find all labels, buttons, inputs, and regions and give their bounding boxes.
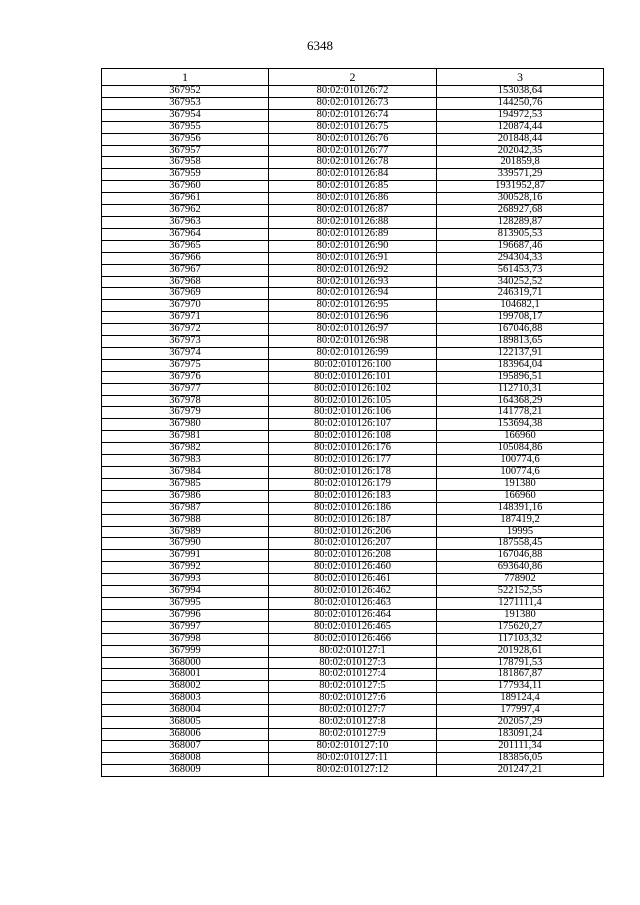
- value-cell: 128289,87: [437, 216, 604, 228]
- row-number-cell: 367993: [102, 574, 269, 586]
- table-row: [102, 490, 604, 502]
- value-cell: 194972,53: [437, 109, 604, 121]
- value-cell: 117103,32: [437, 633, 604, 645]
- row-number-cell: 367956: [102, 133, 269, 145]
- row-number-cell: 367953: [102, 97, 269, 109]
- value-cell: 187419,2: [437, 514, 604, 526]
- table-row: [102, 383, 604, 395]
- cadastral-number-cell: 80:02:010127:10: [269, 740, 437, 752]
- table-row: [102, 669, 604, 681]
- table-row: [102, 693, 604, 705]
- row-number-cell: 367966: [102, 252, 269, 264]
- value-cell: 164368,29: [437, 395, 604, 407]
- cadastral-number-cell: 80:02:010126:93: [269, 276, 437, 288]
- table-row: [102, 705, 604, 717]
- value-cell: 112710,31: [437, 383, 604, 395]
- table-row: [102, 97, 604, 109]
- row-number-cell: 368007: [102, 740, 269, 752]
- value-cell: 122137,91: [437, 347, 604, 359]
- cadastral-number-cell: 80:02:010126:464: [269, 609, 437, 621]
- cadastral-number-cell: 80:02:010126:177: [269, 455, 437, 467]
- table-body: [102, 86, 604, 777]
- cadastral-number-cell: 80:02:010126:77: [269, 145, 437, 157]
- table-row: [102, 133, 604, 145]
- value-cell: 166960: [437, 431, 604, 443]
- row-number-cell: 368001: [102, 669, 269, 681]
- value-cell: 778902: [437, 574, 604, 586]
- cadastral-number-cell: 80:02:010126:99: [269, 347, 437, 359]
- cadastral-number-cell: 80:02:010126:87: [269, 205, 437, 217]
- table-row: [102, 312, 604, 324]
- row-number-cell: 367959: [102, 169, 269, 181]
- value-cell: 178791,53: [437, 657, 604, 669]
- cadastral-number-cell: 80:02:010126:179: [269, 478, 437, 490]
- cadastral-number-cell: 80:02:010126:465: [269, 621, 437, 633]
- row-number-cell: 367990: [102, 538, 269, 550]
- value-cell: 177997,4: [437, 705, 604, 717]
- table-row: [102, 193, 604, 205]
- value-cell: 294304,33: [437, 252, 604, 264]
- value-cell: 153694,38: [437, 419, 604, 431]
- value-cell: 19995: [437, 526, 604, 538]
- cadastral-number-cell: 80:02:010126:108: [269, 431, 437, 443]
- table-row: [102, 205, 604, 217]
- cadastral-number-cell: 80:02:010126:107: [269, 419, 437, 431]
- cadastral-number-cell: 80:02:010126:91: [269, 252, 437, 264]
- cadastral-number-cell: 80:02:010126:78: [269, 157, 437, 169]
- value-cell: 340252,52: [437, 276, 604, 288]
- cadastral-number-cell: 80:02:010126:73: [269, 97, 437, 109]
- cadastral-number-cell: 80:02:010127:9: [269, 728, 437, 740]
- row-number-cell: 367985: [102, 478, 269, 490]
- table-row: [102, 419, 604, 431]
- cadastral-number-cell: 80:02:010126:462: [269, 586, 437, 598]
- cadastral-number-cell: 80:02:010126:183: [269, 490, 437, 502]
- table-row: [102, 633, 604, 645]
- value-cell: 105084,86: [437, 443, 604, 455]
- row-number-cell: 367978: [102, 395, 269, 407]
- cadastral-number-cell: 80:02:010126:98: [269, 336, 437, 348]
- table-row: [102, 169, 604, 181]
- cadastral-number-cell: 80:02:010126:86: [269, 193, 437, 205]
- table-row: [102, 181, 604, 193]
- value-cell: 189813,65: [437, 336, 604, 348]
- value-cell: 141778,21: [437, 407, 604, 419]
- value-cell: 561453,73: [437, 264, 604, 276]
- cadastral-number-cell: 80:02:010126:90: [269, 240, 437, 252]
- row-number-cell: 368005: [102, 717, 269, 729]
- cadastral-number-cell: 80:02:010126:463: [269, 597, 437, 609]
- cadastral-number-cell: 80:02:010127:3: [269, 657, 437, 669]
- value-cell: 201859,8: [437, 157, 604, 169]
- row-number-cell: 367995: [102, 597, 269, 609]
- table-row: [102, 336, 604, 348]
- row-number-cell: 367984: [102, 467, 269, 479]
- value-cell: 100774,6: [437, 455, 604, 467]
- table-row: [102, 586, 604, 598]
- cadastral-number-cell: 80:02:010126:102: [269, 383, 437, 395]
- table-row: [102, 407, 604, 419]
- table-row: [102, 109, 604, 121]
- row-number-cell: 367954: [102, 109, 269, 121]
- cadastral-number-cell: 80:02:010126:105: [269, 395, 437, 407]
- row-number-cell: 368000: [102, 657, 269, 669]
- value-cell: 177934,11: [437, 681, 604, 693]
- row-number-cell: 367981: [102, 431, 269, 443]
- table-row: [102, 288, 604, 300]
- cadastral-number-cell: 80:02:010126:100: [269, 359, 437, 371]
- table-row: [102, 300, 604, 312]
- table-row: [102, 240, 604, 252]
- row-number-cell: 367998: [102, 633, 269, 645]
- value-cell: 100774,6: [437, 467, 604, 479]
- cadastral-number-cell: 80:02:010126:178: [269, 467, 437, 479]
- row-number-cell: 367980: [102, 419, 269, 431]
- table-row: [102, 597, 604, 609]
- row-number-cell: 368006: [102, 728, 269, 740]
- value-cell: 187558,45: [437, 538, 604, 550]
- table-row: [102, 121, 604, 133]
- cadastral-number-cell: 80:02:010126:176: [269, 443, 437, 455]
- cadastral-number-cell: 80:02:010126:85: [269, 181, 437, 193]
- header-row: [102, 69, 604, 86]
- row-number-cell: 367961: [102, 193, 269, 205]
- table-row: [102, 478, 604, 490]
- column-header: 2: [269, 69, 437, 86]
- cadastral-number-cell: 80:02:010126:72: [269, 86, 437, 98]
- cadastral-number-cell: 80:02:010126:84: [269, 169, 437, 181]
- table-row: [102, 609, 604, 621]
- row-number-cell: 367997: [102, 621, 269, 633]
- page-number: 6348: [307, 38, 333, 53]
- value-cell: 144250,76: [437, 97, 604, 109]
- cadastral-number-cell: 80:02:010126:208: [269, 550, 437, 562]
- table-row: [102, 324, 604, 336]
- row-number-cell: 367971: [102, 312, 269, 324]
- row-number-cell: 367952: [102, 86, 269, 98]
- row-number-cell: 367982: [102, 443, 269, 455]
- cadastral-number-cell: 80:02:010126:466: [269, 633, 437, 645]
- row-number-cell: 367999: [102, 645, 269, 657]
- value-cell: 183091,24: [437, 728, 604, 740]
- value-cell: 175620,27: [437, 621, 604, 633]
- cadastral-number-cell: 80:02:010126:88: [269, 216, 437, 228]
- value-cell: 202042,35: [437, 145, 604, 157]
- row-number-cell: 367975: [102, 359, 269, 371]
- value-cell: 153038,64: [437, 86, 604, 98]
- table-row: [102, 681, 604, 693]
- value-cell: 196687,46: [437, 240, 604, 252]
- row-number-cell: 367986: [102, 490, 269, 502]
- cadastral-number-cell: 80:02:010127:4: [269, 669, 437, 681]
- table-row: [102, 740, 604, 752]
- table-row: [102, 455, 604, 467]
- cadastral-number-cell: 80:02:010126:94: [269, 288, 437, 300]
- cadastral-number-cell: 80:02:010126:101: [269, 371, 437, 383]
- table-row: [102, 371, 604, 383]
- value-cell: 201928,61: [437, 645, 604, 657]
- table-row: [102, 728, 604, 740]
- table-header: [102, 69, 604, 86]
- cadastral-number-cell: 80:02:010126:106: [269, 407, 437, 419]
- value-cell: 104682,1: [437, 300, 604, 312]
- value-cell: 199708,17: [437, 312, 604, 324]
- table-row: [102, 717, 604, 729]
- value-cell: 339571,29: [437, 169, 604, 181]
- value-cell: 522152,55: [437, 586, 604, 598]
- table-row: [102, 467, 604, 479]
- cadastral-number-cell: 80:02:010127:12: [269, 764, 437, 776]
- value-cell: 1931952,87: [437, 181, 604, 193]
- table-row: [102, 359, 604, 371]
- table-row: [102, 276, 604, 288]
- row-number-cell: 367968: [102, 276, 269, 288]
- row-number-cell: 367955: [102, 121, 269, 133]
- value-cell: 183856,05: [437, 752, 604, 764]
- row-number-cell: 367967: [102, 264, 269, 276]
- value-cell: 191380: [437, 478, 604, 490]
- row-number-cell: 367983: [102, 455, 269, 467]
- table-row: [102, 252, 604, 264]
- table-row: [102, 752, 604, 764]
- row-number-cell: 367958: [102, 157, 269, 169]
- cadastral-number-cell: 80:02:010127:1: [269, 645, 437, 657]
- table-row: [102, 157, 604, 169]
- table-row: [102, 86, 604, 98]
- row-number-cell: 368003: [102, 693, 269, 705]
- cadastral-number-cell: 80:02:010126:92: [269, 264, 437, 276]
- row-number-cell: 367965: [102, 240, 269, 252]
- value-cell: 693640,86: [437, 562, 604, 574]
- value-cell: 167046,88: [437, 324, 604, 336]
- value-cell: 167046,88: [437, 550, 604, 562]
- cadastral-number-cell: 80:02:010127:5: [269, 681, 437, 693]
- table-row: [102, 550, 604, 562]
- value-cell: 120874,44: [437, 121, 604, 133]
- row-number-cell: 368009: [102, 764, 269, 776]
- column-header: 1: [102, 69, 269, 86]
- row-number-cell: 367964: [102, 228, 269, 240]
- cadastral-number-cell: 80:02:010126:186: [269, 502, 437, 514]
- value-cell: 148391,16: [437, 502, 604, 514]
- cadastral-number-cell: 80:02:010127:6: [269, 693, 437, 705]
- table-row: [102, 431, 604, 443]
- row-number-cell: 367996: [102, 609, 269, 621]
- row-number-cell: 367957: [102, 145, 269, 157]
- value-cell: 300528,16: [437, 193, 604, 205]
- table-row: [102, 574, 604, 586]
- row-number-cell: 368008: [102, 752, 269, 764]
- table-row: [102, 145, 604, 157]
- table-row: [102, 395, 604, 407]
- cadastral-number-cell: 80:02:010126:96: [269, 312, 437, 324]
- cadastral-number-cell: 80:02:010127:11: [269, 752, 437, 764]
- value-cell: 183964,04: [437, 359, 604, 371]
- value-cell: 189124,4: [437, 693, 604, 705]
- cadastral-number-cell: 80:02:010126:207: [269, 538, 437, 550]
- data-table: [101, 68, 604, 777]
- table-row: [102, 514, 604, 526]
- table-row: [102, 562, 604, 574]
- table-row: [102, 264, 604, 276]
- row-number-cell: 367992: [102, 562, 269, 574]
- table-row: [102, 657, 604, 669]
- cadastral-number-cell: 80:02:010126:75: [269, 121, 437, 133]
- row-number-cell: 367977: [102, 383, 269, 395]
- row-number-cell: 368002: [102, 681, 269, 693]
- row-number-cell: 367989: [102, 526, 269, 538]
- value-cell: 201848,44: [437, 133, 604, 145]
- value-cell: 181867,87: [437, 669, 604, 681]
- column-header: 3: [437, 69, 604, 86]
- cadastral-number-cell: 80:02:010126:460: [269, 562, 437, 574]
- table-row: [102, 538, 604, 550]
- row-number-cell: 367969: [102, 288, 269, 300]
- cadastral-number-cell: 80:02:010127:8: [269, 717, 437, 729]
- table-row: [102, 228, 604, 240]
- row-number-cell: 367974: [102, 347, 269, 359]
- cadastral-number-cell: 80:02:010126:187: [269, 514, 437, 526]
- value-cell: 201111,34: [437, 740, 604, 752]
- row-number-cell: 367970: [102, 300, 269, 312]
- row-number-cell: 367979: [102, 407, 269, 419]
- table-row: [102, 526, 604, 538]
- cadastral-number-cell: 80:02:010126:89: [269, 228, 437, 240]
- table-row: [102, 443, 604, 455]
- row-number-cell: 367976: [102, 371, 269, 383]
- value-cell: 813905,53: [437, 228, 604, 240]
- cadastral-number-cell: 80:02:010126:206: [269, 526, 437, 538]
- cadastral-number-cell: 80:02:010126:95: [269, 300, 437, 312]
- row-number-cell: 368004: [102, 705, 269, 717]
- table-row: [102, 645, 604, 657]
- value-cell: 191380: [437, 609, 604, 621]
- cadastral-number-cell: 80:02:010127:7: [269, 705, 437, 717]
- row-number-cell: 367960: [102, 181, 269, 193]
- table-row: [102, 502, 604, 514]
- value-cell: 195896,51: [437, 371, 604, 383]
- row-number-cell: 367962: [102, 205, 269, 217]
- row-number-cell: 367973: [102, 336, 269, 348]
- value-cell: 1271111,4: [437, 597, 604, 609]
- table-row: [102, 347, 604, 359]
- value-cell: 166960: [437, 490, 604, 502]
- cadastral-number-cell: 80:02:010126:97: [269, 324, 437, 336]
- row-number-cell: 367994: [102, 586, 269, 598]
- value-cell: 246319,71: [437, 288, 604, 300]
- row-number-cell: 367963: [102, 216, 269, 228]
- value-cell: 268927,68: [437, 205, 604, 217]
- table-row: [102, 621, 604, 633]
- value-cell: 201247,21: [437, 764, 604, 776]
- row-number-cell: 367988: [102, 514, 269, 526]
- cadastral-number-cell: 80:02:010126:461: [269, 574, 437, 586]
- table-row: [102, 216, 604, 228]
- row-number-cell: 367972: [102, 324, 269, 336]
- cadastral-number-cell: 80:02:010126:74: [269, 109, 437, 121]
- cadastral-number-cell: 80:02:010126:76: [269, 133, 437, 145]
- table-row: [102, 764, 604, 776]
- row-number-cell: 367991: [102, 550, 269, 562]
- value-cell: 202057,29: [437, 717, 604, 729]
- row-number-cell: 367987: [102, 502, 269, 514]
